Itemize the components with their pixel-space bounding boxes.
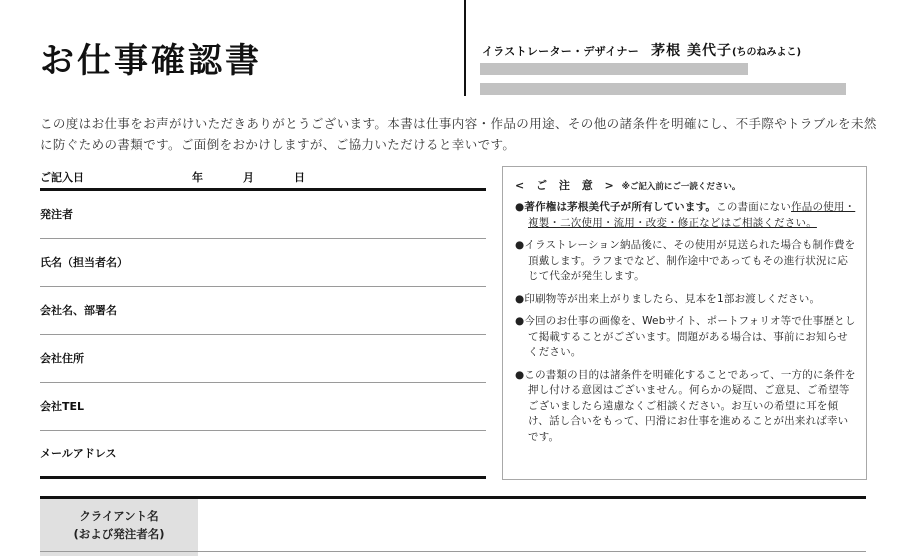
field-company-tel[interactable] <box>40 383 486 431</box>
bullet-icon: ● <box>515 239 525 251</box>
bullet-icon: ● <box>515 292 525 305</box>
notice-item-sample: ●印刷物等が出来上がりましたら、見本を1部お渡しください。 <box>515 292 821 305</box>
author-kana: (ちのねみよこ) <box>731 47 802 58</box>
bullet-icon: ● <box>515 368 525 381</box>
client-name-header: クライアント名 (および発注者名) <box>40 499 198 551</box>
notice-subtitle: ※ご記入前にご一読ください。 <box>621 182 741 192</box>
table-row <box>40 499 866 552</box>
notice-heading <box>515 177 856 193</box>
client-name-field[interactable] <box>198 499 866 551</box>
next-row-header <box>40 552 198 556</box>
field-label: 会社TEL <box>40 399 85 413</box>
date-year-field[interactable]: 年 <box>192 171 203 184</box>
date-label: ご記入日 <box>40 171 84 184</box>
date-day-field[interactable]: 日 <box>294 171 305 184</box>
bullet-icon: ● <box>515 201 525 213</box>
field-orderer[interactable] <box>40 191 486 239</box>
notice-item-copyright: ●著作権は茅根美代子が所有しています。この書面にない作品の使用・複製・二次使用・流用・改変・修正などはご相談ください。 <box>515 201 856 229</box>
date-row <box>40 166 486 191</box>
field-email[interactable] <box>40 431 486 479</box>
redacted-contact-line-1 <box>480 63 748 75</box>
field-label: メールアドレス <box>40 446 117 460</box>
notice-box <box>502 166 867 480</box>
field-label: 発注者 <box>40 207 73 221</box>
notice-item-fees: ●イラストレーション納品後に、その使用が見送られた場合も制作費を頂戴します。ラフまでなど、制作途中であってもその進行状況に応じて代金が発生します。 <box>515 239 856 282</box>
notice-item-portfolio: ●今回のお仕事の画像を、Webサイト、ポートフォリオ等で仕事歴として掲載することがございます。問題がある場合は、事前にお知らせください。 <box>515 315 856 358</box>
page-title: お仕事確認書 <box>40 41 262 81</box>
redacted-contact-line-2 <box>480 83 846 95</box>
author-line <box>482 40 801 60</box>
client-info-form <box>40 166 486 479</box>
author-role: イラストレーター・デザイナー <box>482 45 640 58</box>
header-divider <box>464 0 466 96</box>
job-details-table <box>40 496 866 556</box>
field-label: 会社名、部署名 <box>40 303 117 317</box>
field-company-department[interactable] <box>40 287 486 335</box>
field-company-address[interactable] <box>40 335 486 383</box>
field-label: 会社住所 <box>40 351 84 365</box>
field-label: 氏名（担当者名） <box>40 255 128 269</box>
intro-paragraph: この度はお仕事をお声がけいただきありがとうございます。本書は仕事内容・作品の用途、その他の諸条件を明確にし、不手際やトラブルを未然に防ぐための書類です。ご面倒をおかけしますが、ご協力いただけると幸いです。 <box>40 116 877 152</box>
field-contact-name[interactable] <box>40 239 486 287</box>
bullet-icon: ● <box>515 315 525 327</box>
date-month-field[interactable]: 月 <box>243 171 254 184</box>
author-name: 茅根 美代子 <box>651 43 732 59</box>
notice-item-purpose: ●この書類の目的は諸条件を明確化することであって、一方的に条件を押し付ける意図はございません。何らかの疑問、ご意見、ご希望等ございましたら遠慮なくご相談ください。お互いの希望に耳を傾け、話し合いをもって、円滑にお仕事を進めることが出来れば幸いです。 <box>515 368 856 443</box>
notice-title: < ご 注 意 > <box>515 179 618 192</box>
